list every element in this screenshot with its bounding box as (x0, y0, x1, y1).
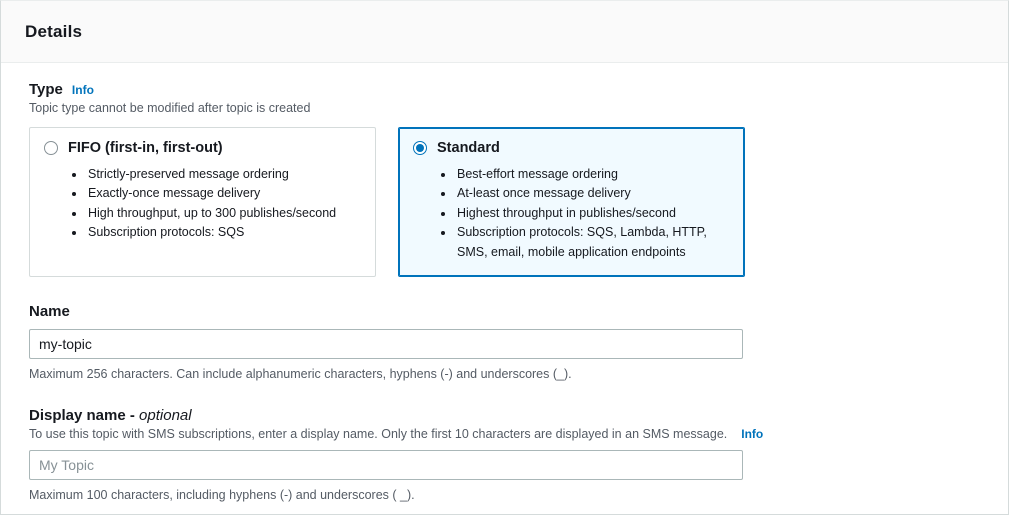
display-name-optional-text: optional (139, 406, 192, 424)
list-item: • Subscription protocols: SQS, Lambda, HTTP, SMS, email, mobile application endpoints (455, 223, 730, 262)
list-item: • Exactly-once message delivery (86, 184, 361, 203)
panel-body (1, 63, 1008, 514)
type-label: Type (29, 81, 63, 98)
list-item: • Subscription protocols: SQS (86, 223, 361, 242)
radio-button-standard-icon[interactable] (413, 141, 427, 155)
display-name-info-link[interactable]: Info (741, 426, 764, 441)
display-name-input[interactable] (29, 450, 743, 480)
radio-head-standard (413, 140, 730, 156)
name-input[interactable] (29, 329, 743, 359)
radio-button-fifo-icon[interactable] (44, 141, 58, 155)
name-section (29, 303, 980, 381)
display-name-label (29, 407, 980, 424)
list-item: • Best-effort message ordering (455, 165, 730, 184)
type-label-row (29, 81, 980, 98)
name-label: Name (29, 302, 70, 320)
name-hint: Maximum 256 characters. Can include alphanumeric characters, hyphens (-) and underscores (_). (29, 366, 572, 381)
display-name-section (29, 407, 980, 502)
list-item: • At-least once message delivery (455, 184, 730, 203)
list-item: • High throughput, up to 300 publishes/second (86, 204, 361, 223)
list-item: • Highest throughput in publishes/second (455, 204, 730, 223)
display-name-label-text: Display name - (29, 406, 140, 424)
panel-header (1, 1, 1008, 63)
radio-label-standard: Standard (437, 140, 500, 156)
display-name-hint: Maximum 100 characters, including hyphens (-) and underscores ( _). (29, 487, 415, 502)
radio-card-standard[interactable] (398, 127, 745, 277)
radio-head-fifo (44, 140, 361, 156)
radio-bullets-standard (413, 165, 730, 262)
radio-bullets-fifo (44, 165, 361, 243)
page-title: Details (25, 21, 83, 41)
type-description: Topic type cannot be modified after topic is created (29, 101, 311, 115)
display-name-desc-row (29, 427, 980, 441)
radio-label-fifo: FIFO (first-in, first-out) (68, 140, 223, 156)
display-name-description: To use this topic with SMS subscriptions, enter a display name. Only the first 10 characters are displayed in an SMS message. (29, 426, 728, 441)
list-item: • Strictly-preserved message ordering (86, 165, 361, 184)
type-radio-group (29, 127, 980, 277)
type-info-link[interactable]: Info (71, 83, 94, 97)
radio-card-fifo[interactable] (29, 127, 376, 277)
